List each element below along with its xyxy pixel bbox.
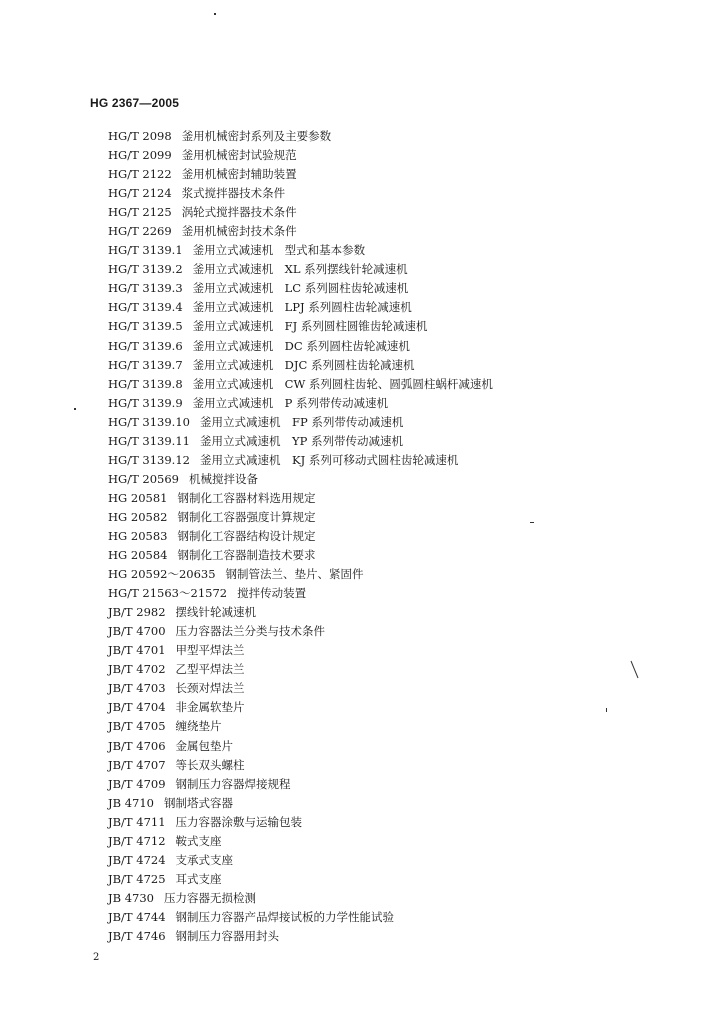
- standard-code: HG/T 3139.12: [108, 452, 190, 467]
- standard-title: 缠绕垫片: [175, 719, 222, 734]
- standard-code: HG/T 3139.4: [108, 300, 183, 315]
- standard-code: HG 20583: [108, 528, 168, 543]
- standard-code: JB/T 2982: [108, 605, 166, 620]
- standard-title: 釜用立式减速机 KJ 系列可移动式圆柱齿轮减速机: [199, 452, 459, 467]
- standard-code: JB/T 4700: [108, 624, 166, 639]
- scan-speck: [606, 708, 607, 712]
- reference-item: [108, 279, 493, 298]
- standard-code: JB/T 4704: [108, 700, 166, 715]
- standard-code: HG/T 20569: [108, 471, 179, 486]
- reference-item: [108, 337, 493, 356]
- reference-list: [108, 127, 493, 946]
- standard-code: HG/T 2124: [108, 186, 172, 201]
- scan-speck: [74, 408, 76, 410]
- standard-code: JB/T 4701: [108, 643, 166, 658]
- standard-code: HG 20581: [108, 490, 168, 505]
- reference-item: [108, 889, 493, 908]
- standard-title: 浆式搅拌器技术条件: [181, 186, 286, 201]
- standard-code: HG/T 2099: [108, 148, 172, 163]
- standard-title: 钢制化工容器强度计算规定: [177, 509, 316, 524]
- reference-item: [108, 603, 493, 622]
- standard-code: HG 20582: [108, 509, 168, 524]
- standard-code: JB/T 4711: [108, 814, 166, 829]
- standard-title: 釜用立式减速机 型式和基本参数: [192, 243, 366, 258]
- standard-title: 钢制化工容器结构设计规定: [177, 528, 316, 543]
- standard-title: 釜用立式减速机 LPJ 系列圆柱齿轮减速机: [192, 300, 412, 315]
- reference-item: [108, 184, 493, 203]
- standard-title: 釜用机械密封试验规范: [181, 148, 297, 163]
- reference-item: [108, 165, 493, 184]
- standard-title: 釜用机械密封技术条件: [181, 224, 297, 239]
- standard-code: HG/T 3139.3: [108, 281, 183, 296]
- standard-code: JB/T 4705: [108, 719, 166, 734]
- reference-item: [108, 470, 493, 489]
- standard-title: 钢制化工容器材料选用规定: [177, 490, 316, 505]
- standard-code: HG 20584: [108, 548, 168, 563]
- standard-code: JB/T 4707: [108, 757, 166, 772]
- reference-item: [108, 851, 493, 870]
- scan-stroke: [630, 660, 640, 680]
- reference-item: [108, 298, 493, 317]
- standard-title: 金属包垫片: [175, 738, 234, 753]
- standard-title: 压力容器法兰分类与技术条件: [175, 624, 326, 639]
- standard-title: 釜用立式减速机 DC 系列圆柱齿轮减速机: [192, 338, 410, 353]
- standard-title: 釜用立式减速机 LC 系列圆柱齿轮减速机: [192, 281, 409, 296]
- standard-code: HG/T 3139.9: [108, 395, 183, 410]
- standard-title: 等长双头螺柱: [175, 757, 245, 772]
- standard-code: JB/T 4709: [108, 776, 166, 791]
- standard-code: HG/T 3139.2: [108, 262, 183, 277]
- standard-title: 釜用立式减速机 YP 系列带传动减速机: [199, 433, 403, 448]
- standard-code: HG/T 3139.6: [108, 338, 183, 353]
- reference-item: [108, 203, 493, 222]
- reference-item: [108, 394, 493, 413]
- standard-code: HG/T 2269: [108, 224, 172, 239]
- standard-title: 压力容器涂敷与运输包装: [175, 814, 303, 829]
- standard-code: HG/T 2125: [108, 205, 172, 220]
- reference-item: [108, 451, 493, 470]
- standard-code: HG/T 2098: [108, 129, 172, 143]
- standard-title: 搅拌传动装置: [237, 586, 307, 601]
- reference-item: [108, 698, 493, 717]
- reference-item: [108, 565, 493, 584]
- reference-item: [108, 870, 493, 889]
- standard-title: 乙型平焊法兰: [175, 662, 245, 677]
- reference-item: [108, 317, 493, 336]
- reference-item: [108, 432, 493, 451]
- standard-title: 釜用立式减速机 XL 系列摆线针轮减速机: [192, 262, 408, 277]
- standard-title: 釜用机械密封辅助装置: [181, 167, 297, 182]
- standard-title: 钢制压力容器用封头: [175, 928, 280, 943]
- reference-item: [108, 775, 493, 794]
- standard-code: JB/T 4712: [108, 833, 166, 848]
- standard-title: 釜用机械密封系列及主要参数: [181, 129, 332, 143]
- reference-item: [108, 660, 493, 679]
- reference-item: [108, 508, 493, 527]
- reference-item: [108, 222, 493, 241]
- reference-item: [108, 641, 493, 660]
- reference-item: [108, 679, 493, 698]
- reference-item: [108, 756, 493, 775]
- document-header: HG 2367—2005: [90, 96, 180, 110]
- standard-title: 鞍式支座: [175, 833, 222, 848]
- reference-item: [108, 413, 493, 432]
- reference-item: [108, 717, 493, 736]
- reference-item: [108, 146, 493, 165]
- standard-code: HG/T 3139.5: [108, 319, 183, 334]
- reference-item: [108, 927, 493, 946]
- standard-title: 压力容器无损检测: [163, 890, 256, 905]
- reference-item: [108, 908, 493, 927]
- standard-code: JB/T 4744: [108, 909, 166, 924]
- reference-item: [108, 356, 493, 375]
- standard-code: JB/T 4746: [108, 928, 166, 943]
- standard-title: 钢制塔式容器: [163, 795, 233, 810]
- scan-speck: [214, 13, 216, 15]
- standard-title: 摆线针轮减速机: [175, 605, 257, 620]
- standard-code: JB/T 4702: [108, 662, 166, 677]
- standard-title: 釜用立式减速机 FP 系列带传动减速机: [199, 414, 404, 429]
- reference-item: [108, 813, 493, 832]
- reference-item: [108, 127, 493, 146]
- standard-title: 釜用立式减速机 CW 系列圆柱齿轮、圆弧圆柱蜗杆减速机: [192, 376, 493, 391]
- standard-code: HG/T 3139.10: [108, 414, 190, 429]
- standard-title: 釜用立式减速机 P 系列带传动减速机: [192, 395, 389, 410]
- standard-code: HG/T 21563～21572: [108, 586, 228, 601]
- standard-code: HG/T 3139.8: [108, 376, 183, 391]
- reference-item: [108, 832, 493, 851]
- standard-code: HG/T 3139.1: [108, 243, 183, 258]
- reference-item: [108, 737, 493, 756]
- standard-code: HG 20592～20635: [108, 567, 216, 582]
- standard-title: 支承式支座: [175, 852, 234, 867]
- standard-title: 长颈对焊法兰: [175, 681, 245, 696]
- reference-item: [108, 241, 493, 260]
- standard-code: JB 4730: [108, 890, 154, 905]
- reference-item: [108, 375, 493, 394]
- standard-title: 涡轮式搅拌器技术条件: [181, 205, 297, 220]
- reference-item: [108, 260, 493, 279]
- standard-code: HG/T 2122: [108, 167, 172, 182]
- standard-title: 机械搅拌设备: [189, 471, 258, 486]
- standard-code: JB/T 4724: [108, 852, 166, 867]
- standard-title: 钢制压力容器产品焊接试板的力学性能试验: [175, 909, 395, 924]
- standard-title: 釜用立式减速机 DJC 系列圆柱齿轮减速机: [192, 357, 415, 372]
- standard-title: 钢制管法兰、垫片、紧固件: [225, 567, 364, 582]
- reference-item: [108, 489, 493, 508]
- standard-code: JB/T 4725: [108, 871, 166, 886]
- reference-item: [108, 527, 493, 546]
- standard-title: 钢制化工容器制造技术要求: [177, 548, 316, 563]
- standard-code: JB/T 4703: [108, 681, 166, 696]
- standard-code: JB/T 4706: [108, 738, 166, 753]
- reference-item: [108, 794, 493, 813]
- page-number: 2: [93, 952, 100, 963]
- standard-title: 釜用立式减速机 FJ 系列圆柱圆锥齿轮减速机: [192, 319, 428, 334]
- reference-item: [108, 546, 493, 565]
- standard-title: 非金属软垫片: [175, 700, 245, 715]
- standard-title: 甲型平焊法兰: [175, 643, 245, 658]
- standard-title: 钢制压力容器焊接规程: [175, 776, 291, 791]
- scan-speck: [530, 522, 534, 523]
- standard-code: JB 4710: [108, 795, 154, 810]
- standard-code: HG/T 3139.7: [108, 357, 183, 372]
- reference-item: [108, 584, 493, 603]
- standard-code: HG/T 3139.11: [108, 433, 190, 448]
- reference-item: [108, 622, 493, 641]
- standard-title: 耳式支座: [175, 871, 222, 886]
